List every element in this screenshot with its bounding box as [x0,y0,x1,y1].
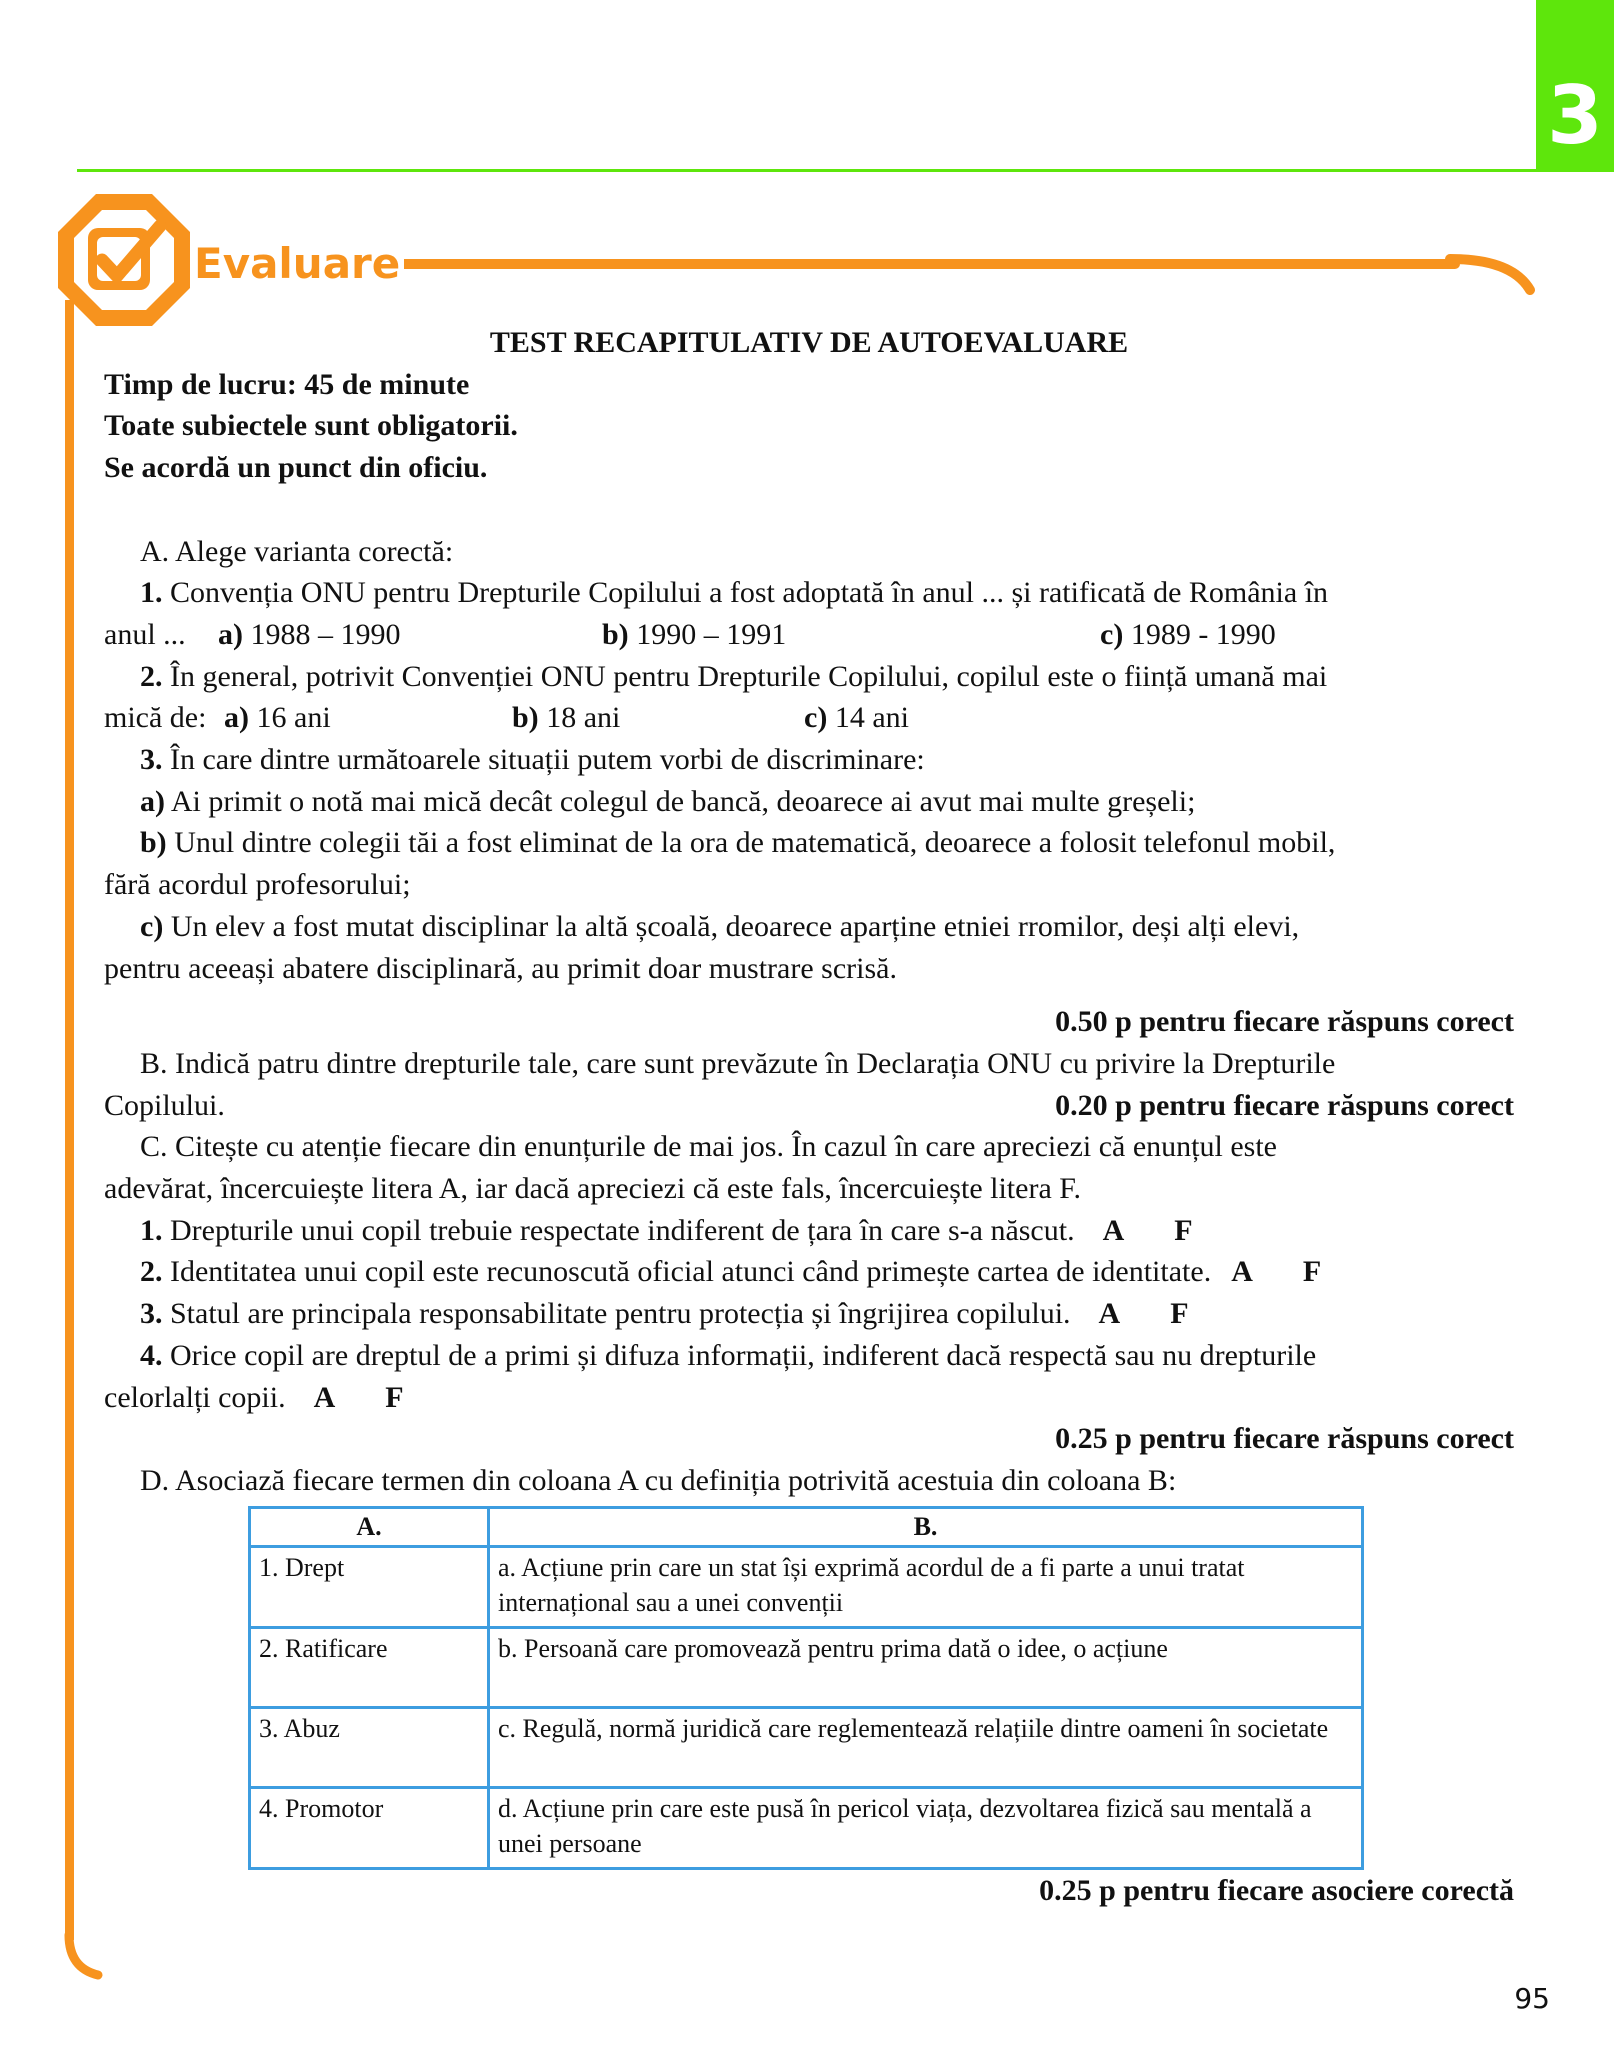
answer-false[interactable]: F [1170,1297,1189,1331]
test-title: TEST RECAPITULATIV DE AUTOEVALUARE [489,326,1129,359]
statement-3: 3. Statul are principala responsabilitate pentru protecția și îngrijirea copilului. A F [140,1297,1189,1331]
term-cell: 2. Ratificare [250,1627,489,1707]
table-row [250,1627,1363,1707]
answer-true[interactable]: A [313,1380,336,1414]
question-a3-option-c: c) Un elev a fost mutat disciplinar la altă școală, deoarece aparține etniei rromilor, deși alți elevi, [140,909,1300,943]
intro-line: Toate subiectele sunt obligatorii. [104,409,518,443]
question-a2-options: mică de: a) 16 ani b) 18 ani c) 14 ani [104,701,909,735]
header-rule [350,259,1460,269]
question-a3-option-b-cont: fără acordul profesorului; [104,868,411,902]
table-row [250,1546,1363,1627]
intro-line: Se acordă un punct din oficiu. [104,451,488,485]
table-header-row [250,1507,1363,1546]
question-a3: 3. În care dintre următoarele situații putem vorbi de discriminare: [140,743,925,777]
answer-true[interactable]: A [1102,1213,1125,1247]
definition-cell: b. Persoană care promovează pentru prima dată o idee, o acțiune [489,1627,1363,1707]
definition-cell: d. Acțiune prin care este pusă în pericol viața, dezvoltarea fizică sau mentală a unei persoane [489,1787,1363,1868]
question-a3-option-c-cont: pentru aceeași abatere disciplinară, au primit doar mustrare scrisă. [104,951,897,985]
definition-cell: c. Regulă, normă juridică care reglementează relațiile dintre oameni în societate [489,1707,1363,1787]
column-a-header: A. [250,1507,489,1546]
association-table [248,1506,1364,1870]
question-a2: 2. În general, potrivit Convenției ONU pentru Drepturile Copilului, copilul este o ființă umană mai [140,659,1328,693]
question-a1: 1. Convenția ONU pentru Drepturile Copilului a fost adoptată în anul ... și ratificată de România în [140,576,1329,610]
test-content [104,322,1514,1911]
section-c-cont: adevărat, încercuiește litera A, iar dacă apreciezi că este fals, încercuiește litera F. [104,1172,1082,1206]
table-row [250,1707,1363,1787]
term-cell: 3. Abuz [250,1707,489,1787]
section-d-text: D. Asociază fiecare termen din coloana A cu definiția potrivită acestuia din coloana B: [140,1463,1177,1497]
answer-false[interactable]: F [385,1380,404,1414]
section-b-cont: Copilului. 0.20 p pentru fiecare răspuns corect [104,1085,1514,1127]
statement-1: 1. Drepturile unui copil trebuie respectate indiferent de țara în care s-a născut. A F [140,1213,1193,1247]
page-number: 95 [1514,1982,1550,2015]
section-a-score: 0.50 p pentru fiecare răspuns corect [1055,1005,1514,1039]
answer-true[interactable]: A [1098,1297,1121,1331]
answer-false[interactable]: F [1174,1213,1193,1247]
section-d-score: 0.25 p pentru fiecare asociere corectă [1039,1873,1514,1907]
question-a1-options: anul ... a) 1988 – 1990 b) 1990 – 1991 c) 1989 - 1990 [104,617,1276,651]
section-b-score: 0.20 p pentru fiecare răspuns corect [1055,1088,1514,1122]
intro-line: Timp de lucru: 45 de minute [104,367,470,401]
term-cell: 1. Drept [250,1546,489,1627]
term-cell: 4. Promotor [250,1787,489,1868]
top-rule [77,169,1539,172]
left-rule [65,300,74,1940]
section-c-text: C. Citește cu atenție fiecare din enunțurile de mai jos. În cazul în care apreciezi că enunțul este [140,1130,1277,1164]
definition-cell: a. Acțiune prin care un stat își exprimă acordul de a fi parte a unui tratat internațional sau a unei convenții [489,1546,1363,1627]
section-c-score: 0.25 p pentru fiecare răspuns corect [1055,1422,1514,1456]
statement-4: 4. Orice copil are dreptul de a primi și difuza informații, indiferent dacă respectă sau nu drepturile [140,1338,1317,1372]
statement-2: 2. Identitatea unui copil este recunoscută oficial atunci când primește cartea de identitate. A F [140,1255,1322,1289]
table-row [250,1787,1363,1868]
section-title: Evaluare [190,238,404,290]
answer-true[interactable]: A [1231,1255,1253,1289]
section-a-heading: A. Alege varianta corectă: [140,534,454,568]
question-a3-option-a: a) Ai primit o notă mai mică decât colegul de bancă, deoarece ai avut mai multe greșeli; [140,784,1196,818]
checkmark-badge-icon [58,194,190,326]
question-a3-option-b: b) Unul dintre colegii tăi a fost eliminat de la ora de matematică, deoarece a folosit telefonul mobil, [140,826,1336,860]
chapter-number-tab: 3 [1536,0,1614,172]
column-b-header: B. [489,1507,1363,1546]
answer-false[interactable]: F [1302,1255,1322,1289]
section-b-text: B. Indică patru dintre drepturile tale, care sunt prevăzute în Declarația ONU cu privire la Drepturile [140,1046,1336,1080]
statement-4-cont: celorlalți copii. A F [104,1380,404,1414]
